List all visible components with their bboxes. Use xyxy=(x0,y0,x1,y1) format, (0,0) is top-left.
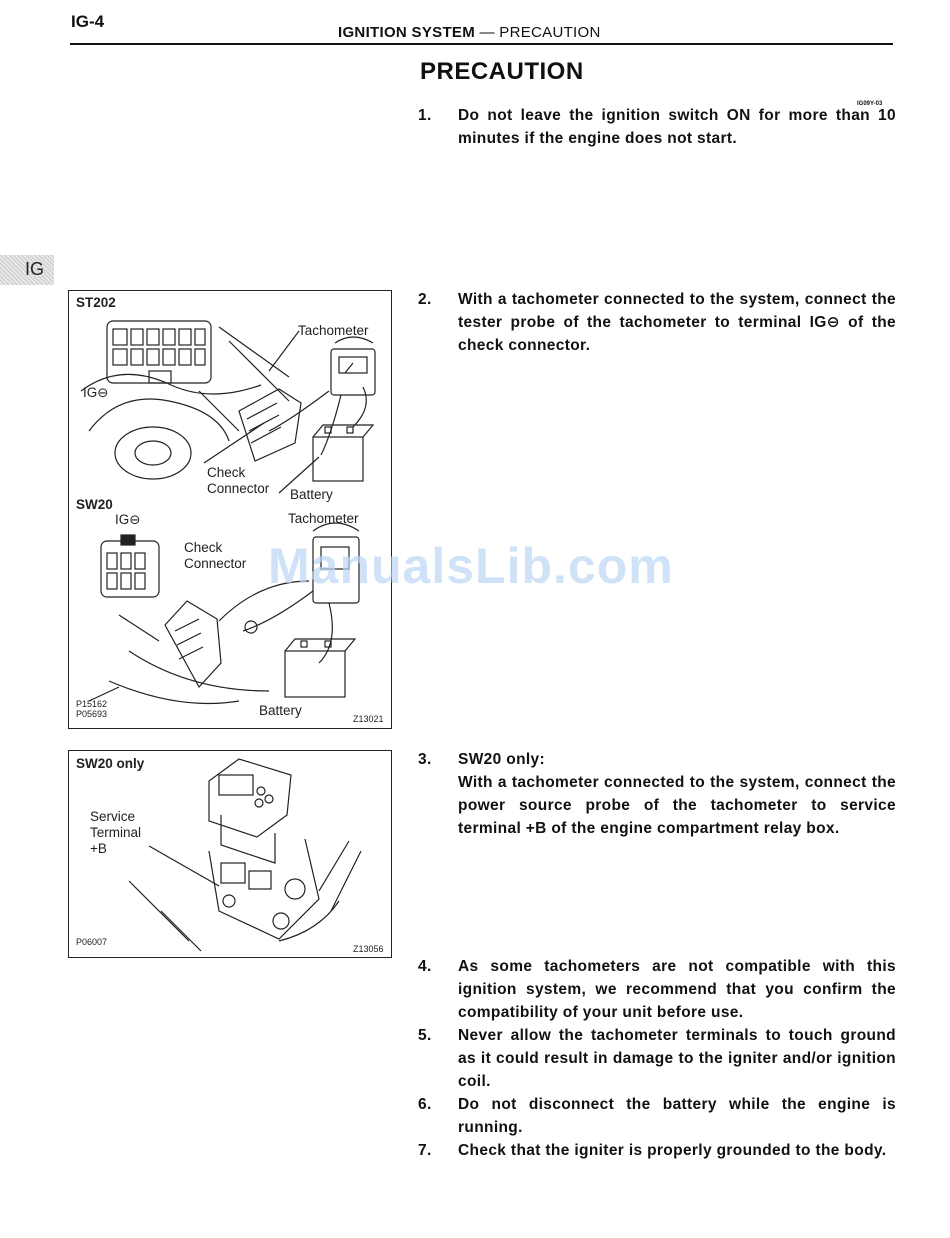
check-bottom-label: Check xyxy=(184,540,223,555)
figure-code-left xyxy=(76,699,107,719)
step-2 xyxy=(418,288,896,357)
step-number: 1. xyxy=(418,107,432,124)
check-top-label: Check xyxy=(207,465,246,480)
header-subsection: PRECAUTION xyxy=(499,24,601,41)
figure-tachometer-connection xyxy=(68,290,392,729)
step-number: 4. xyxy=(418,958,432,975)
figure2-title: SW20 only xyxy=(76,756,145,771)
page-number: IG-4 xyxy=(71,12,105,31)
st202-label: ST202 xyxy=(76,295,116,310)
header-section: IGNITION SYSTEM xyxy=(338,24,476,41)
ig-terminal-top-label: IG⊖ xyxy=(83,385,109,400)
figure-code-2: P05693 xyxy=(76,709,108,719)
step-4 xyxy=(418,955,896,1024)
step-5 xyxy=(418,1024,896,1093)
step-text: With a tachometer connected to the system, connect the tester probe of the tachometer to terminal IG⊖ of the check connector. xyxy=(458,291,896,354)
section-title: PRECAUTION xyxy=(420,58,584,85)
tachometer-top-body xyxy=(331,349,375,395)
figure-tachometer-drawing xyxy=(69,291,391,728)
sw20-label: SW20 xyxy=(76,497,113,512)
step-text: Do not leave the ignition switch ON for more than 10 minutes if the engine does not start. xyxy=(458,107,896,147)
plus-b-label: +B xyxy=(90,841,107,856)
step-number: 7. xyxy=(418,1142,432,1159)
step-text: Do not disconnect the battery while the engine is running. xyxy=(458,1096,896,1136)
step-text: As some tachometers are not compatible with this ignition system, we recommend that you confirm the compatibility of your unit before use. xyxy=(458,958,896,1021)
running-header xyxy=(338,24,601,41)
step-number: 2. xyxy=(418,291,432,308)
figure-code-right: Z13021 xyxy=(353,714,384,724)
battery-top-label: Battery xyxy=(290,487,333,502)
figure-service-terminal-drawing xyxy=(69,751,391,957)
connector-bottom-label: Connector xyxy=(184,556,247,571)
figure-code-1: P15162 xyxy=(76,699,108,709)
step-number: 3. xyxy=(418,751,432,768)
step-number: 5. xyxy=(418,1027,432,1044)
step-text: Never allow the tachometer terminals to touch ground as it could result in damage to the igniter and/or ignition coil. xyxy=(458,1027,896,1090)
header-separator: — xyxy=(479,24,495,41)
step-7 xyxy=(418,1139,896,1162)
terminal-label: Terminal xyxy=(90,825,142,840)
tachometer-top-label: Tachometer xyxy=(298,323,369,338)
step-3 xyxy=(418,748,896,840)
side-tab-label: IG xyxy=(25,259,45,279)
service-label: Service xyxy=(90,809,136,824)
step-1 xyxy=(418,104,896,150)
step-6 xyxy=(418,1093,896,1139)
figure2-code-left: P06007 xyxy=(76,937,108,947)
header-rule xyxy=(70,43,893,45)
step-text: With a tachometer connected to the system, connect the power source probe of the tachometer to service terminal +B of the engine compartment relay box. xyxy=(458,774,896,837)
step-text: Check that the igniter is properly grounded to the body. xyxy=(458,1142,887,1159)
tachometer-bottom-label: Tachometer xyxy=(288,511,359,526)
doc-code: IG09Y-03 xyxy=(857,101,883,107)
step-number: 6. xyxy=(418,1096,432,1113)
battery-top-body xyxy=(313,437,363,481)
figure2-code-right: Z13056 xyxy=(353,944,384,954)
watermark: ManualsLib.com xyxy=(268,538,674,594)
ig-terminal-bottom-label: IG⊖ xyxy=(115,512,141,527)
side-tab[interactable] xyxy=(0,255,54,285)
connector-top-label: Connector xyxy=(207,481,270,496)
battery-bottom-label: Battery xyxy=(259,703,302,718)
step-subtitle: SW20 only: xyxy=(458,751,546,768)
figure-service-terminal xyxy=(68,750,392,958)
battery-bottom-body xyxy=(285,651,345,697)
